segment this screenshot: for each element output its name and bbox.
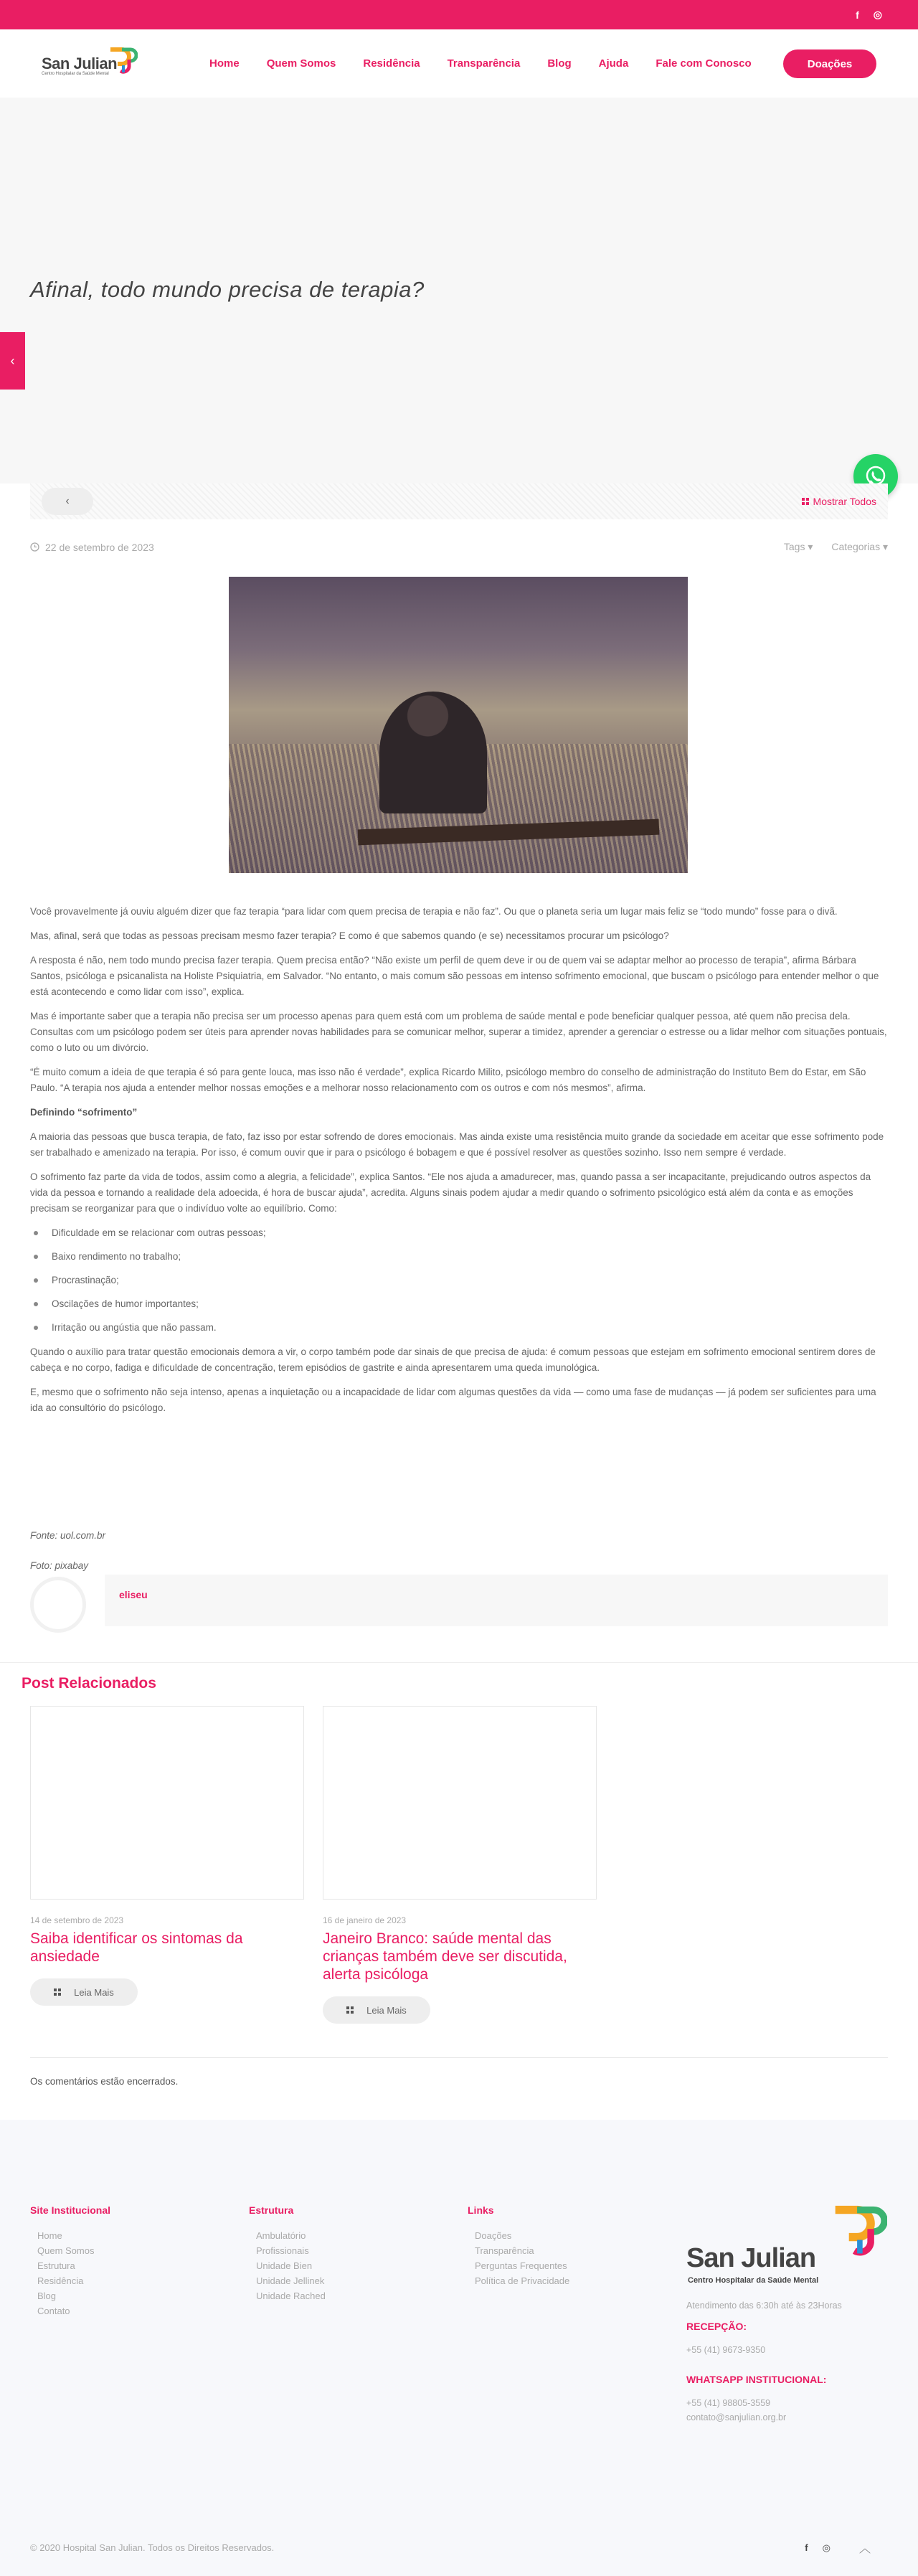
tags-dropdown[interactable] <box>784 541 813 553</box>
facebook-icon[interactable]: f <box>856 9 859 21</box>
footer-column-estrutura <box>249 2204 326 2306</box>
back-to-top-icon[interactable]: ︿ <box>858 2543 871 2555</box>
related-post-title[interactable]: Saiba identificar os sintomas da ansiedade <box>30 1930 243 1965</box>
comments-closed-notice: Os comentários estão encerrados. <box>30 2076 179 2087</box>
footer-link[interactable]: Profissionais <box>256 2245 309 2256</box>
opening-hours: Atendimento das 6:30h até às 23Horas <box>686 2301 842 2311</box>
prev-post-button[interactable] <box>42 488 93 515</box>
grid-icon <box>802 498 809 505</box>
footer-column-title: Site Institucional <box>30 2204 111 2216</box>
instagram-icon[interactable]: ◎ <box>873 9 882 20</box>
paragraph: Mas, afinal, será que todas as pessoas precisam mesmo fazer terapia? E como é que sabemos quando (e se) necessitamos procurar um psicólogo? <box>30 930 669 941</box>
paragraph: E, mesmo que o sofrimento não seja intenso, apenas a inquietação ou a incapacidade de lidar com algumas questões da vida — como uma fase de mudanças — já podem ser suficientes para uma ida ao consultório do psicólogo. <box>30 1387 876 1413</box>
image-person <box>379 692 487 813</box>
site-header <box>0 29 918 98</box>
related-post-thumbnail[interactable] <box>323 1706 597 1900</box>
featured-image <box>229 577 688 873</box>
related-posts-title: Post Relacionados <box>22 1675 156 1692</box>
caret-down-icon: ▾ <box>882 541 888 552</box>
footer-link[interactable]: Política de Privacidade <box>475 2275 570 2286</box>
footer-column-title: Estrutura <box>249 2204 294 2216</box>
post-credits <box>30 1521 105 1581</box>
site-logo[interactable] <box>42 42 142 85</box>
nav-ajuda[interactable]: Ajuda <box>598 57 629 70</box>
tags-label: Tags <box>783 541 805 552</box>
copyright-text: © 2020 Hospital San Julian. Todos os Direitos Reservados. <box>30 2542 275 2553</box>
photo-credit: Foto: pixabay <box>30 1560 89 1571</box>
divider <box>30 2057 888 2058</box>
footer-bottom-bar <box>30 2539 888 2556</box>
related-post-date: 16 de janeiro de 2023 <box>323 1915 407 1925</box>
footer-logo-name: San Julian <box>686 2243 816 2273</box>
author-name-link[interactable]: eliseu <box>119 1589 148 1600</box>
list-item: Irritação ou angústia que não passam. <box>30 1320 888 1336</box>
list-item: Baixo rendimento no trabalho; <box>30 1249 888 1265</box>
post-navigation <box>30 483 888 519</box>
footer-link[interactable]: Unidade Jellinek <box>256 2275 325 2286</box>
footer-link[interactable]: Unidade Bien <box>256 2260 313 2271</box>
read-more-label: Leia Mais <box>366 2004 407 2016</box>
post-date: 22 de setembro de 2023 <box>45 541 154 553</box>
signs-list <box>30 1225 888 1336</box>
whatsapp-phone[interactable]: +55 (41) 98805-3559 <box>686 2398 771 2408</box>
logo-name: San Julian <box>42 54 118 72</box>
reception-phone[interactable]: +55 (41) 9673-9350 <box>686 2345 766 2355</box>
caret-down-icon: ▾ <box>808 541 813 552</box>
logo-tagline: Centro Hospitalar da Saúde Mental <box>42 71 109 76</box>
paragraph: “É muito comum a ideia de que terapia é só para gente louca, mas isso não é verdade”, explica Ricardo Milito, psicólogo membro do conselho de administração do Instituto Bem do Estar, em São Paulo. “A terapia nos ajuda a entender melhor nossas emoções e a melhorar nosso relacionamento com os outros e com nós mesmos”, afirma. <box>30 1067 866 1093</box>
read-more-button[interactable] <box>30 1978 138 2006</box>
whatsapp-title: WHATSAPP INSTITUCIONAL: <box>686 2374 827 2385</box>
paragraph: Você provavelmente já ouviu alguém dizer que faz terapia “para lidar com quem precisa de terapia e não faz”. Ou que o planeta seria um lugar mais feliz se “todo mundo” fosse para o divã. <box>30 906 838 917</box>
section-subtitle: Definindo “sofrimento” <box>30 1107 138 1118</box>
post-hero <box>0 98 918 483</box>
footer-link[interactable]: Doações <box>475 2230 512 2241</box>
related-post-title[interactable]: Janeiro Branco: saúde mental das crianças também deve ser discutida, alerta psicóloga <box>323 1930 567 1983</box>
source-credit: Fonte: uol.com.br <box>30 1530 106 1541</box>
categories-dropdown[interactable] <box>831 541 888 553</box>
footer-link[interactable]: Residência <box>37 2275 84 2286</box>
instagram-icon[interactable]: ◎ <box>822 2542 831 2553</box>
footer-logo <box>686 2204 887 2298</box>
related-post-thumbnail[interactable] <box>30 1706 304 1900</box>
footer-link[interactable]: Blog <box>37 2290 57 2301</box>
paragraph: Mas é importante saber que a terapia não precisa ser um processo apenas para quem está com um problema de saúde mental e pode beneficiar qualquer pessoa, até quem não precisa dela. Consultas com um psicólogo podem ser úteis para aprender novas habilidades para se comunicar melhor, superar a timidez, aprender a gerenciar o estresse ou a lidar melhor com situações pontuais, como o luto ou um divórcio. <box>30 1011 887 1053</box>
clock-icon <box>30 542 39 552</box>
show-all-label: Mostrar Todos <box>813 496 876 507</box>
paragraph: A resposta é não, nem todo mundo precisa fazer terapia. Quem precisa então? “Não existe um perfil de quem deve ir ou de quem vai se adaptar melhor ao processo de terapia”, afirma Bárbara Santos, psicóloga e psicanalista na Holiste Psiquiatria, em Salvador. “No entanto, o mais comum são pessoas em intenso sofrimento emocional, que buscam o psicólogo para entender melhor o que está acontecendo e como lidar com isso”, explica. <box>30 955 879 997</box>
post-content <box>30 904 888 1425</box>
paragraph: A maioria das pessoas que busca terapia, de fato, faz isso por estar sofrendo de dores emocionais. Mas ainda existe uma resistência muito grande da sociedade em aceitar que esse sofrimento pode ser trabalhado e amenizado na terapia. Por isso, é comum ouvir que ir para o psicólogo é bobagem e que é possível resolver as questões sozinho. Isso nem sempre é verdade. <box>30 1131 884 1158</box>
related-post-card <box>30 1706 304 2006</box>
show-all-link[interactable] <box>802 496 876 507</box>
footer-contact <box>686 2204 887 2422</box>
read-more-label: Leia Mais <box>74 1986 114 1998</box>
paragraph: O sofrimento faz parte da vida de todos, assim como a alegria, a felicidade”, explica Santos. “Ele nos ajuda a amadurecer, mas, quando passa a ser incapacitante, prejudicando outros aspectos da vida da pessoa e tornando a realidade dela adoecida, é hora de buscar ajuda”, acredita. Alguns sinais podem ajudar a medir quando o sofrimento psicológico está além da conta e as emoções precisam se reorganizar para que o indivíduo volte ao equilíbrio. Como: <box>30 1171 871 1214</box>
categories-label: Categorias <box>831 541 881 552</box>
contact-email[interactable]: contato@sanjulian.org.br <box>686 2412 787 2422</box>
nav-home[interactable]: Home <box>209 57 240 70</box>
grid-icon <box>54 1988 61 1996</box>
divider <box>0 1662 918 1663</box>
logo-mark-icon <box>108 47 138 75</box>
reception-title: RECEPÇÃO: <box>686 2321 747 2332</box>
footer-column-title: Links <box>468 2204 494 2216</box>
read-more-button[interactable] <box>323 1996 430 2024</box>
footer-link[interactable]: Home <box>37 2230 62 2241</box>
post-title: Afinal, todo mundo precisa de terapia? <box>30 277 425 302</box>
logo-mark-icon <box>830 2204 887 2259</box>
list-item: Procrastinação; <box>30 1273 888 1288</box>
site-footer <box>0 2120 918 2576</box>
footer-link[interactable]: Estrutura <box>37 2260 75 2271</box>
top-bar <box>0 0 918 29</box>
footer-link[interactable]: Perguntas Frequentes <box>475 2260 567 2271</box>
footer-link[interactable]: Unidade Rached <box>256 2290 326 2301</box>
author-box <box>105 1575 888 1626</box>
list-item: Oscilações de humor importantes; <box>30 1296 888 1312</box>
chevron-left-icon: ‹ <box>65 495 70 507</box>
nav-quem-somos[interactable]: Quem Somos <box>266 57 336 70</box>
paragraph: Quando o auxílio para tratar questão emocionais demora a vir, o corpo também pode dar sinais de que precisa de ajuda: é comum pessoas que estejam em sofrimento emocional sentirem dores de cabeça e no corpo, fadiga e dificuldade de concentração, terem episódios de gastrite e ainda apresentarem uma queda imunológica. <box>30 1346 876 1373</box>
author-avatar <box>30 1577 86 1633</box>
nav-blog[interactable]: Blog <box>547 57 572 70</box>
main-nav <box>209 57 752 70</box>
post-meta <box>30 541 888 553</box>
footer-link[interactable]: Transparência <box>475 2245 534 2256</box>
list-item: Dificuldade em se relacionar com outras pessoas; <box>30 1225 888 1241</box>
footer-link[interactable]: Quem Somos <box>37 2245 95 2256</box>
footer-link[interactable]: Contato <box>37 2306 70 2316</box>
facebook-icon[interactable]: f <box>805 2542 808 2553</box>
footer-column-institucional <box>30 2204 110 2321</box>
donate-button[interactable]: Doações <box>783 49 876 78</box>
related-post-date: 14 de setembro de 2023 <box>30 1915 124 1925</box>
nav-transparencia[interactable]: Transparência <box>447 57 521 70</box>
footer-social <box>805 2539 871 2556</box>
grid-icon <box>346 2006 354 2014</box>
related-post-card <box>323 1706 597 2024</box>
footer-link[interactable]: Ambulatório <box>256 2230 306 2241</box>
chevron-left-icon: ‹ <box>10 353 15 368</box>
footer-column-links <box>468 2204 569 2290</box>
previous-post-tab[interactable] <box>0 332 25 390</box>
nav-fale-conosco[interactable]: Fale com Conosco <box>656 57 752 70</box>
nav-residencia[interactable]: Residência <box>363 57 420 70</box>
footer-logo-tagline: Centro Hospitalar da Saúde Mental <box>688 2276 819 2285</box>
